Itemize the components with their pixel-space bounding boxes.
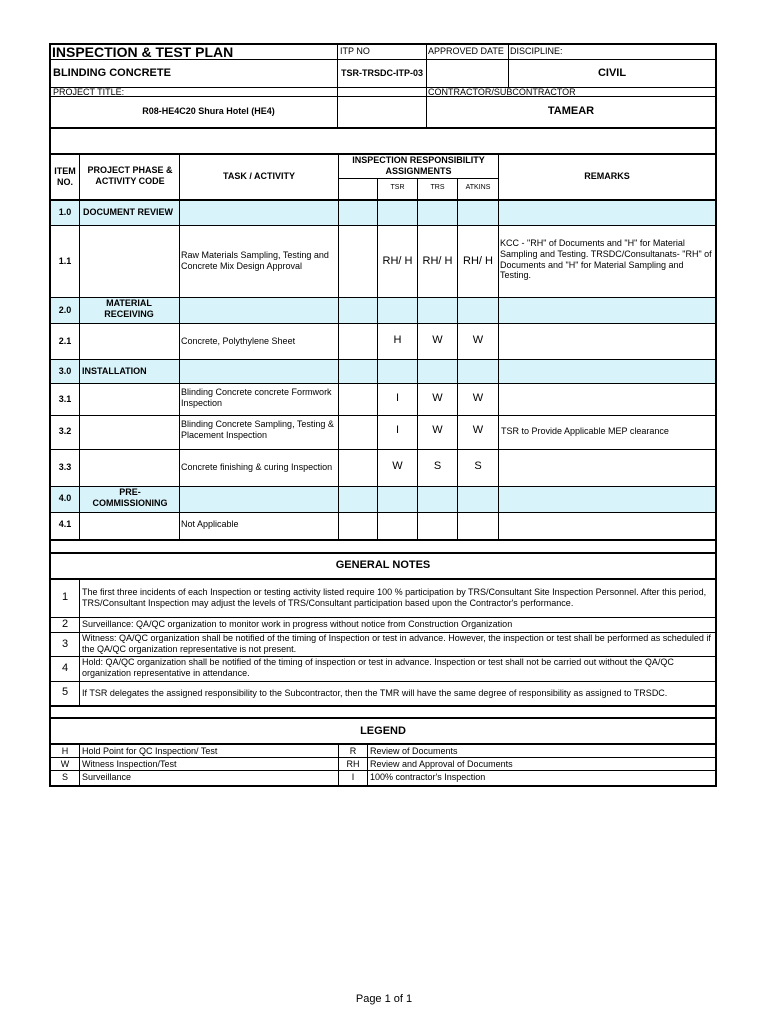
row-remarks: KCC - "RH" of Documents and "H" for Material Sampling and Testing. TRSDC/Consultanats- "RH" of Documents and "H" for Material Sampling and Testing. xyxy=(500,238,712,281)
legend-desc: Surveillance xyxy=(82,772,132,782)
row-item: 3.3 xyxy=(58,462,72,472)
row-trs: W xyxy=(432,424,443,436)
legend-desc: Hold Point for QC Inspection/ Test xyxy=(82,746,218,756)
grid-line xyxy=(367,744,368,786)
row-tsr: I xyxy=(395,424,400,436)
row-item: 4.1 xyxy=(58,519,72,529)
discipline-value: CIVIL xyxy=(597,67,627,79)
row-trs: S xyxy=(433,460,442,472)
legend-code: S xyxy=(61,772,68,782)
grid-line xyxy=(51,199,715,201)
grid-line xyxy=(51,717,715,719)
note-number: 4 xyxy=(61,662,69,674)
grid-line xyxy=(51,539,715,541)
row-tsr: H xyxy=(393,334,402,346)
grid-line xyxy=(51,359,715,360)
page-number: Page 1 of 1 xyxy=(355,993,413,1005)
row-item: 2.0 xyxy=(58,305,72,315)
col-trs-header: TRS xyxy=(430,184,445,191)
row-remarks: TSR to Provide Applicable MEP clearance xyxy=(501,426,669,436)
grid-line xyxy=(51,383,715,384)
grid-line xyxy=(51,225,715,226)
legend-code: RH xyxy=(346,759,360,769)
discipline-label: DISCIPLINE: xyxy=(510,46,563,56)
note-number: 2 xyxy=(61,618,69,630)
project-title-label: PROJECT TITLE: xyxy=(53,87,125,97)
legend-desc: Review and Approval of Documents xyxy=(370,759,513,769)
legend-desc: 100% contractor's Inspection xyxy=(370,772,486,782)
col-task-header: TASK / ACTIVITY xyxy=(223,171,295,181)
project-title-value: R08-HE4C20 Shura Hotel (HE4) xyxy=(142,106,275,116)
grid-line xyxy=(51,617,715,618)
grid-line xyxy=(51,449,715,450)
legend-code: W xyxy=(60,759,70,769)
grid-line xyxy=(51,512,715,513)
subject-value: BLINDING CONCRETE xyxy=(53,67,171,79)
row-task: Raw Materials Sampling, Testing and Concrete Mix Design Approval xyxy=(181,250,329,271)
col-atkins-header: ATKINS xyxy=(465,184,491,191)
row-item: 1.0 xyxy=(58,207,72,217)
row-phase: PRE-COMMISSIONING xyxy=(92,487,168,508)
row-phase: MATERIAL RECEIVING xyxy=(104,298,154,319)
itp-no-value: TSR-TRSDC-ITP-03 xyxy=(341,68,424,78)
row-trs: W xyxy=(432,392,443,404)
row-task: Concrete, Polythylene Sheet xyxy=(181,336,296,346)
row-tsr: W xyxy=(392,460,403,472)
grid-line xyxy=(51,743,715,745)
row-atkins: W xyxy=(472,424,484,436)
grid-line xyxy=(377,178,378,540)
grid-line xyxy=(338,154,339,540)
note-text: The first three incidents of each Inspection or testing activity listed require 100 % participation by TRS/Consultant Site Inspection Personnel. After this period, TRS/Consultant Inspection may adjust the levels of TRS/Consultant participation based upon the Contractor's performance. xyxy=(82,587,707,608)
grid-line xyxy=(51,770,715,771)
grid-line xyxy=(417,178,418,540)
grid-line xyxy=(51,323,715,324)
grid-line xyxy=(51,757,715,758)
note-number: 3 xyxy=(61,638,69,650)
grid-line xyxy=(51,415,715,416)
row-atkins: W xyxy=(472,334,484,346)
row-item: 3.0 xyxy=(58,366,72,376)
row-item: 1.1 xyxy=(58,256,72,266)
row-item: 4.0 xyxy=(58,493,72,503)
grid-line xyxy=(51,96,715,97)
legend-code: H xyxy=(61,746,69,756)
row-trs: W xyxy=(432,334,443,346)
legend-code: R xyxy=(349,746,357,756)
row-task: Blinding Concrete concrete Formwork Inspection xyxy=(181,387,332,408)
row-item: 3.1 xyxy=(58,394,72,404)
grid-line xyxy=(51,705,715,707)
grid-line xyxy=(179,154,180,540)
note-text: If TSR delegates the assigned responsibility to the Subcontractor, then the TMR will have the same degree of responsibility as assigned to TRSDC. xyxy=(82,688,668,698)
col-phase-header: PROJECT PHASE & ACTIVITY CODE xyxy=(87,165,173,186)
general-notes-title: GENERAL NOTES xyxy=(335,559,431,571)
legend-desc: Witness Inspection/Test xyxy=(82,759,177,769)
row-atkins: W xyxy=(472,392,484,404)
grid-line xyxy=(79,579,80,706)
col-item-header: ITEM NO. xyxy=(54,166,76,187)
col-tsr-header: TSR xyxy=(390,184,405,191)
row-trs: RH/ H xyxy=(422,255,453,267)
grid-line xyxy=(79,154,80,540)
col-remarks-header: REMARKS xyxy=(584,171,630,181)
grid-line xyxy=(457,178,458,540)
row-item: 2.1 xyxy=(58,336,72,346)
legend-desc: Review of Documents xyxy=(370,746,458,756)
grid-line xyxy=(79,744,80,786)
grid-line xyxy=(51,87,715,88)
col-inspection-header: INSPECTION RESPONSIBILITY ASSIGNMENTS xyxy=(352,155,485,176)
row-phase: INSTALLATION xyxy=(82,366,147,376)
grid-line xyxy=(508,45,509,87)
document-title: INSPECTION & TEST PLAN xyxy=(52,44,234,60)
note-text: Witness: QA/QC organization shall be notified of the timing of Inspection or test in advance. However, the inspection or test shall be performed as scheduled if the QA/QC organization representative is not present. xyxy=(82,633,711,654)
row-task: Concrete finishing & curing Inspection xyxy=(181,462,333,472)
contractor-value: TAMEAR xyxy=(547,105,595,117)
legend-code: I xyxy=(351,772,355,782)
grid-line xyxy=(51,552,715,554)
grid-line xyxy=(51,127,715,129)
itp-no-label: ITP NO xyxy=(340,46,370,56)
row-tsr: I xyxy=(395,392,400,404)
note-number: 5 xyxy=(61,686,69,698)
legend-title: LEGEND xyxy=(360,725,406,737)
row-phase: DOCUMENT REVIEW xyxy=(83,207,173,217)
note-text: Surveillance: QA/QC organization to monitor work in progress without notice from Construction Organization xyxy=(82,619,513,629)
note-number: 1 xyxy=(61,591,69,603)
row-task: Not Applicable xyxy=(181,519,239,529)
grid-line xyxy=(338,178,499,179)
grid-line xyxy=(51,681,715,682)
grid-line xyxy=(337,45,338,127)
row-tsr: RH/ H xyxy=(382,255,413,267)
note-text: Hold: QA/QC organization shall be notified of the timing of inspection or test in advance. Inspection or test shall not be carried out without the QA/QC organization representative in attendance. xyxy=(82,657,674,678)
approved-date-label: APPROVED DATE xyxy=(428,46,504,56)
row-item: 3.2 xyxy=(58,426,72,436)
row-atkins: RH/ H xyxy=(463,255,493,267)
row-task: Blinding Concrete Sampling, Testing & Placement Inspection xyxy=(181,419,334,440)
grid-line xyxy=(51,578,715,580)
grid-line xyxy=(498,154,499,540)
contractor-label: CONTRACTOR/SUBCONTRACTOR xyxy=(428,87,576,97)
row-atkins: S xyxy=(474,460,482,472)
